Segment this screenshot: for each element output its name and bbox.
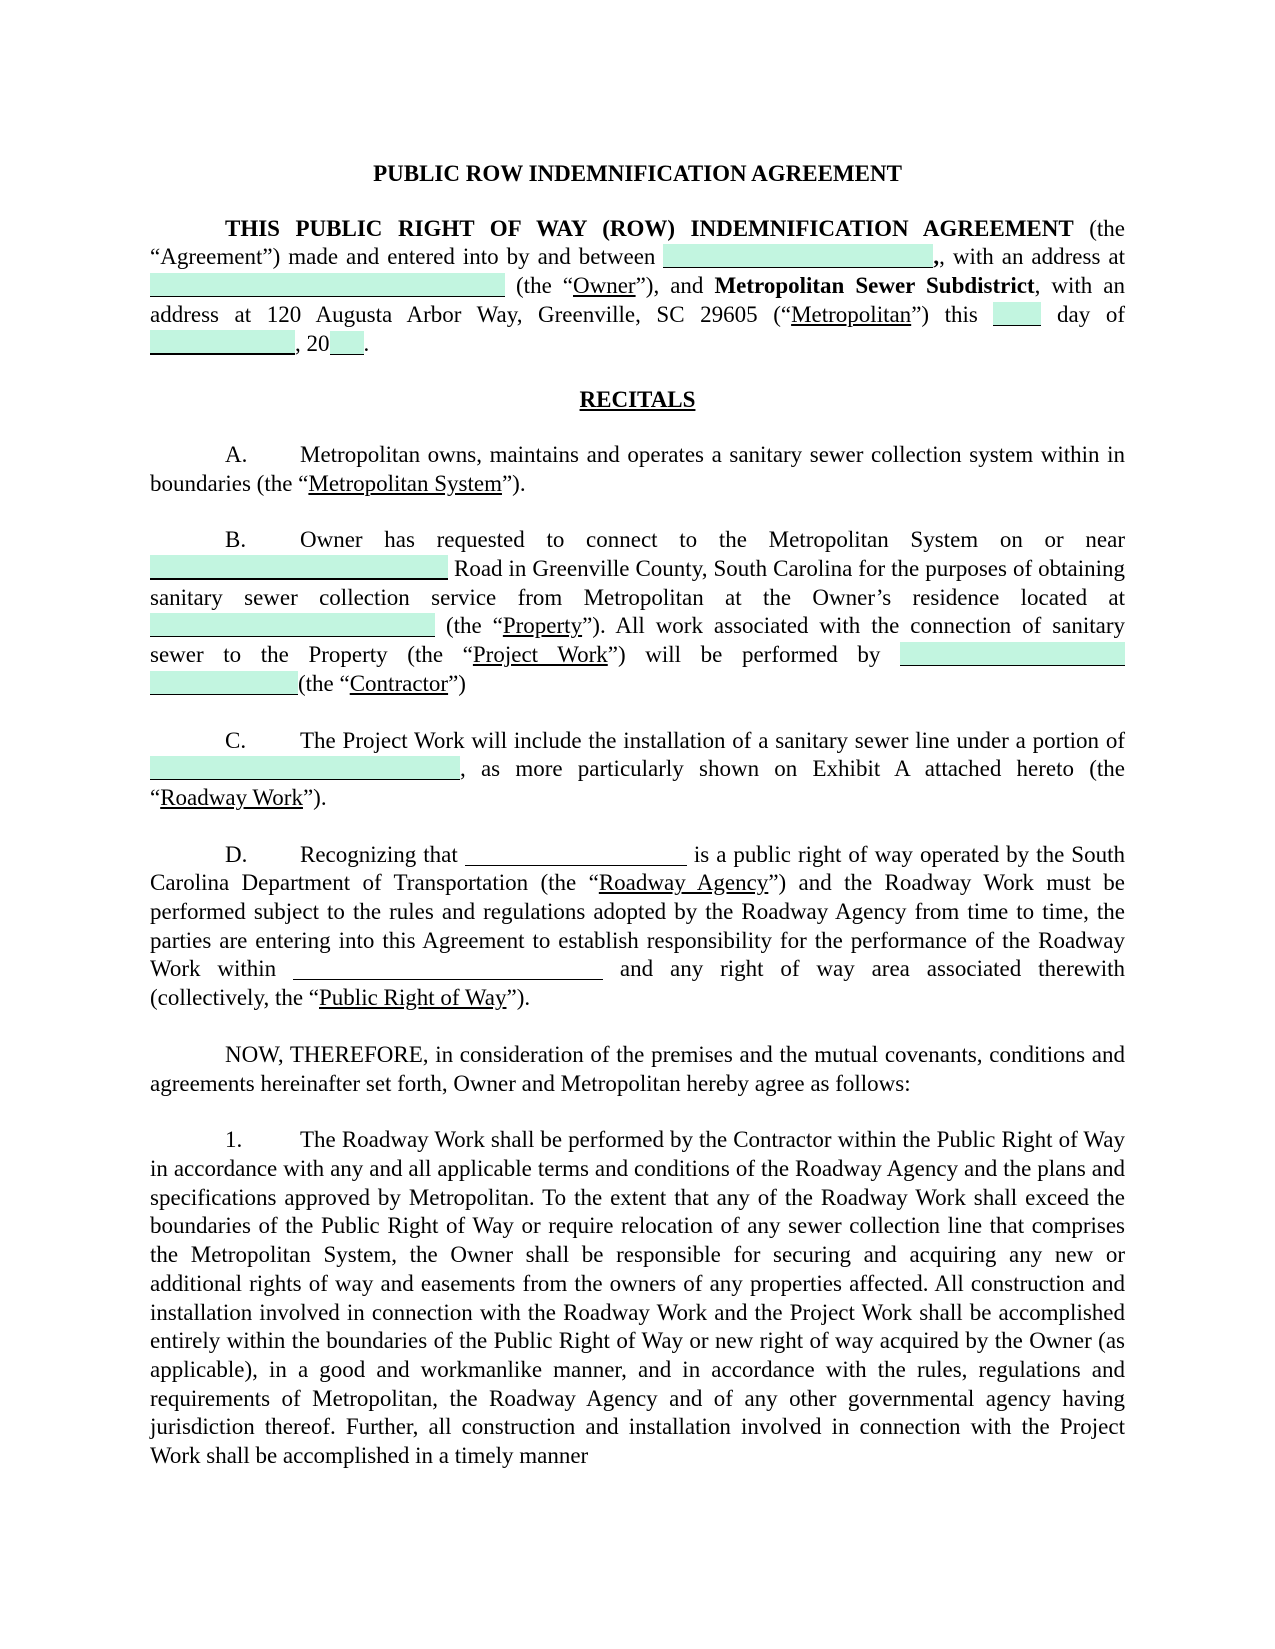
document-page: [150, 160, 1125, 1499]
party-name-field[interactable]: [663, 244, 933, 268]
month-field[interactable]: [150, 330, 295, 355]
residence-address-field[interactable]: [150, 613, 435, 637]
roadway-work-location-blank[interactable]: [293, 957, 603, 980]
recital-d: D. Recognizing that is a public right of way operated by the South Carolina Department of Transportation (the “Roadway Agency”) and the Roadway Work must be performed subject to the rules and regulations adopted by the Roadway Agency from time to time, the parties are entering into this Agreement to establish responsibility for the performance of the Roadway Work within and any right of way area associated therewith (collectively, the “Public Right of Way”).: [150, 841, 1125, 1011]
owner-term: Owner: [573, 273, 636, 299]
metropolitan-name: Metropolitan Sewer Subdistrict: [714, 273, 1035, 299]
day-field[interactable]: [993, 302, 1041, 326]
agreement-lead: THIS PUBLIC RIGHT OF WAY (ROW) INDEMNIFICATION AGREEMENT: [225, 215, 1074, 241]
contractor-field-line1[interactable]: [900, 642, 1125, 666]
project-work-term: Project Work: [472, 642, 608, 668]
public-row-name-blank[interactable]: [465, 843, 687, 866]
contractor-term: Contractor: [349, 670, 449, 696]
recitals-heading: RECITALS: [579, 387, 696, 413]
road-name-field[interactable]: [150, 555, 448, 580]
property-term: Property: [502, 613, 583, 639]
roadway-work-term: Roadway Work: [160, 784, 303, 810]
document-title: PUBLIC ROW INDEMNIFICATION AGREEMENT: [373, 161, 902, 186]
roadway-agency-term: Roadway Agency: [598, 870, 769, 896]
recital-d-label: D.: [225, 841, 248, 867]
recital-a: A. Metropolitan owns, maintains and operates a sanitary sewer collection system within in boundaries (the “Metropolitan System”).: [150, 441, 1125, 496]
recital-b-label: B.: [225, 527, 247, 553]
recital-c-label: C.: [225, 727, 247, 753]
section-1-text: The Roadway Work shall be performed by the Contractor within the Public Right of Way in accordance with any and all applicable terms and conditions of the Roadway Agency and the plans and specifications approved by Metropolitan. To the extent that any of the Roadway Work shall exceed the boundaries of the Public Right of Way or require relocation of any sewer collection line that comprises the Metropolitan System, the Owner shall be responsible for securing and acquiring any new or additional rights of way and easements from the owners of any properties affected. All construction and installation involved in connection with the Roadway Work and the Project Work shall be accomplished entirely within the boundaries of the Public Right of Way or new right of way acquired by the Owner (as applicable), in a good and workmanlike manner, and in accordance with the rules, regulations and requirements of Metropolitan, the Roadway Agency and of any other governmental agency having jurisdiction thereof. Further, all construction and installation involved in connection with the Project Work shall be accomplished in a timely manner: [150, 1127, 1125, 1469]
contractor-field-line2[interactable]: [150, 671, 298, 695]
owner-address-field[interactable]: [150, 273, 505, 297]
section-1: [150, 1126, 1125, 1470]
recital-a-label: A.: [225, 441, 248, 467]
now-therefore-paragraph: NOW, THEREFORE, in consideration of the premises and the mutual covenants, conditions and agreements hereinafter set forth, Owner and Metropolitan hereby agree as follows:: [150, 1041, 1125, 1096]
recital-b: B. Owner has requested to connect to the Metropolitan System on or near Road in Greenville County, South Carolina for the purposes of obtaining sanitary sewer collection service from Metropolitan at the Owner’s residence located at (the “Property”). All work associated with the connection of sanitary sewer to the Property (the “Project Work”) will be performed by (the “Contractor”): [150, 527, 1125, 696]
recital-c: C. The Project Work will include the installation of a sanitary sewer line under a portion of , as more particularly shown on Exhibit A attached hereto (the “Roadway Work”).: [150, 727, 1125, 810]
roadway-portion-field[interactable]: [150, 756, 460, 780]
public-right-of-way-term: Public Right of Way: [319, 985, 507, 1011]
metropolitan-term: Metropolitan: [791, 301, 912, 327]
intro-paragraph: THIS PUBLIC RIGHT OF WAY (ROW) INDEMNIFICATION AGREEMENT (the “Agreement”) made and entered into by and between ,, with an address at (the “Owner”), and Metropolitan Sewer Subdistrict, with an address at 120 Augusta Arbor Way, Greenville, SC 29605 (“Metropolitan”) this day of , 20 .: [150, 215, 1126, 356]
metropolitan-system-term: Metropolitan System: [308, 470, 502, 496]
section-1-label: 1.: [225, 1127, 243, 1153]
year-field[interactable]: [330, 331, 364, 355]
